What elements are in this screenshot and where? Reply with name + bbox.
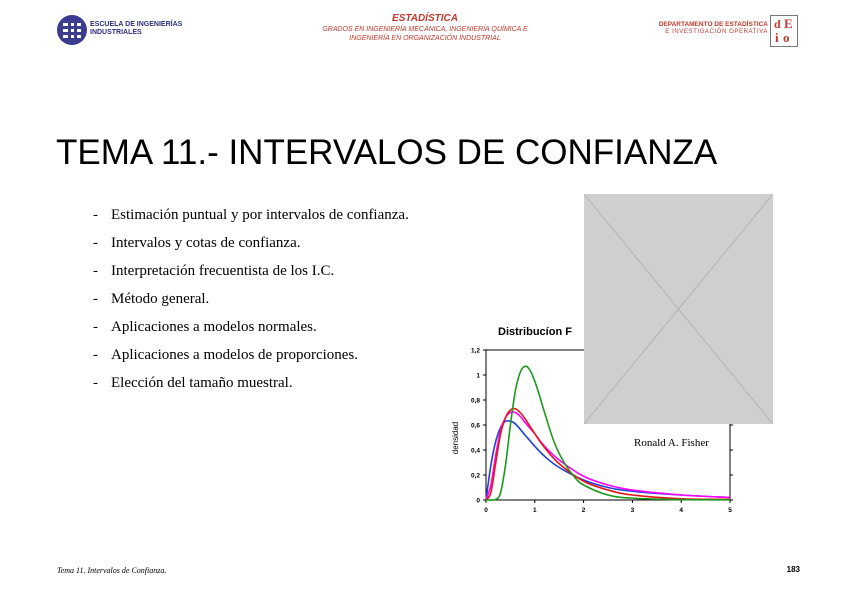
- y-tick-label: 0,4: [470, 447, 480, 455]
- series-line-1: [486, 421, 730, 500]
- department-logo-letter-e: E: [784, 16, 793, 31]
- y-tick-label: 1,2: [470, 347, 480, 355]
- x-tick-label: 2: [581, 507, 586, 514]
- course-header: [250, 13, 600, 43]
- school-logo: [57, 15, 187, 45]
- footer-topic: Tema 11. Intervalos de Confianza.: [57, 566, 167, 575]
- bullet-marker: -: [93, 207, 98, 223]
- x-tick-label: 0: [484, 507, 488, 514]
- topic-text: Intervalos y cotas de confianza.: [111, 235, 301, 251]
- topic-text: Elección del tamaño muestral.: [111, 375, 293, 391]
- topic-text: Método general.: [111, 291, 210, 307]
- topic-text: Interpretación frecuentista de los I.C.: [111, 263, 335, 279]
- course-subtitle-line2: INGENIERÍA EN ORGANIZACIÓN INDUSTRIAL: [349, 35, 501, 42]
- page-number: 183: [786, 565, 800, 574]
- bullet-marker: -: [93, 347, 98, 363]
- department-name-line2: E INVESTIGACIÓN OPERATIVA: [665, 29, 768, 35]
- topic-list: [93, 205, 409, 401]
- portrait-placeholder: [584, 194, 773, 424]
- portrait-photo: [584, 194, 773, 424]
- topic-list-item: [93, 289, 409, 317]
- chart-title: Distribucíon F: [498, 326, 572, 338]
- school-logo-emblem-icon: [57, 15, 87, 45]
- topic-list-item: [93, 205, 409, 233]
- department-logo-letter-i: i: [775, 30, 779, 45]
- course-title: ESTADÍSTICA: [392, 13, 458, 24]
- bullet-marker: -: [93, 291, 98, 307]
- y-tick-label: 0,8: [470, 397, 480, 405]
- x-tick-label: 5: [728, 507, 732, 514]
- topic-list-item: [93, 373, 409, 401]
- bullet-marker: -: [93, 319, 98, 335]
- topic-text: Aplicaciones a modelos normales.: [111, 319, 317, 335]
- department-logo-letter-o: o: [783, 30, 790, 45]
- bullet-marker: -: [93, 263, 98, 279]
- department-logo-letter-d: d: [774, 17, 781, 31]
- x-tick-label: 4: [679, 507, 684, 514]
- portrait-caption: Ronald A. Fisher: [634, 437, 709, 449]
- bullet-marker: -: [93, 235, 98, 251]
- topic-list-item: [93, 345, 409, 373]
- department-logo-icon: [770, 15, 798, 47]
- department-name: [646, 21, 768, 36]
- y-axis-label: densidad: [451, 421, 460, 455]
- topic-list-item: [93, 261, 409, 289]
- y-tick-label: 1: [476, 372, 480, 380]
- slide-title: TEMA 11.- INTERVALOS DE CONFIANZA: [56, 133, 718, 172]
- topic-list-item: [93, 317, 409, 345]
- topic-text: Estimación puntual y por intervalos de confianza.: [111, 207, 409, 223]
- topic-text: Aplicaciones a modelos de proporciones.: [111, 347, 359, 363]
- y-tick-label: 0: [476, 497, 480, 505]
- x-tick-label: 3: [630, 507, 635, 514]
- bullet-marker: -: [93, 375, 98, 391]
- y-tick-label: 0,6: [470, 422, 480, 430]
- school-logo-text: ESCUELA DE INGENIERÍAS INDUSTRIALES: [90, 21, 183, 36]
- x-tick-label: 1: [532, 507, 537, 514]
- topic-list-item: [93, 233, 409, 261]
- course-subtitle-line1: GRADOS EN INGENIERÍA MECÁNICA, INGENIERÍA QUÍMICA E: [322, 26, 528, 33]
- department-name-line1: DEPARTAMENTO DE ESTADÍSTICA: [658, 21, 768, 28]
- y-tick-label: 0,2: [470, 472, 480, 480]
